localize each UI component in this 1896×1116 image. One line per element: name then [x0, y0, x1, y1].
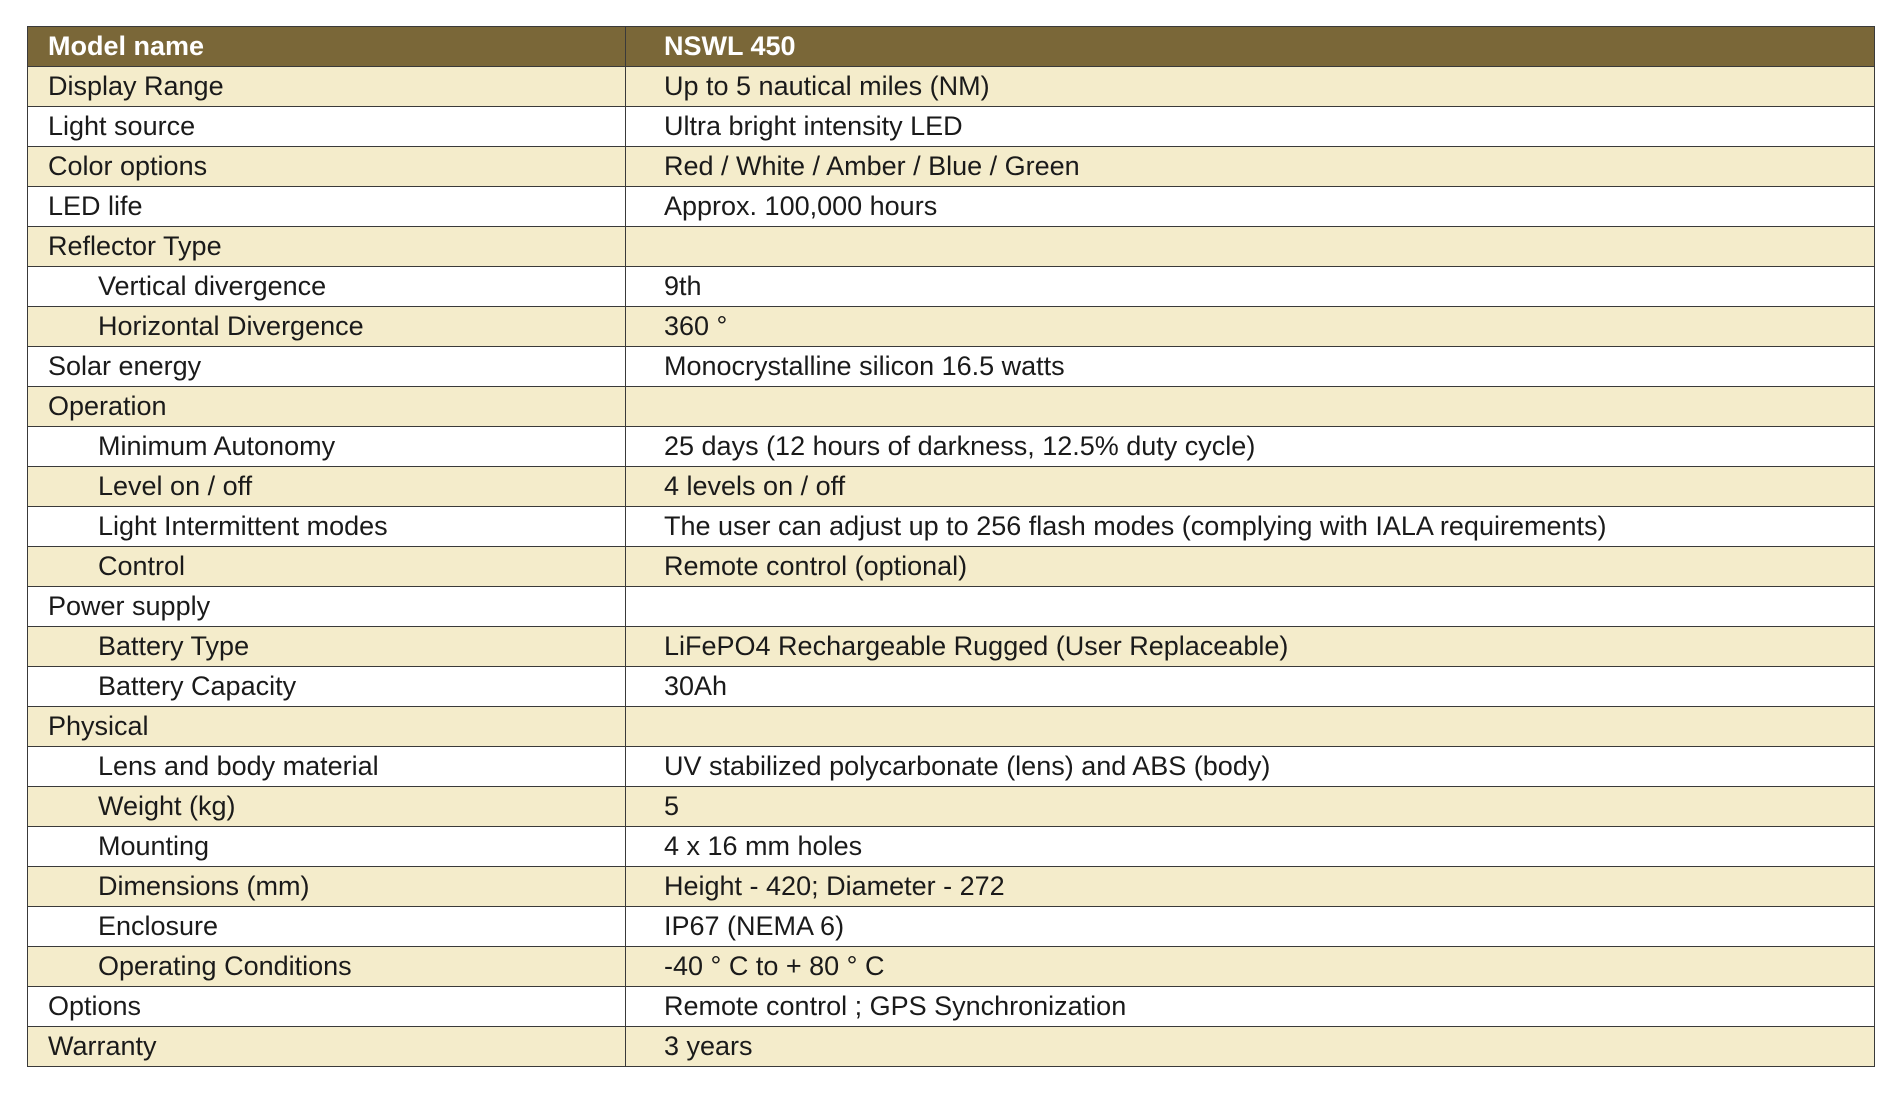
row-label: Color options	[28, 147, 626, 187]
row-value: Up to 5 nautical miles (NM)	[626, 67, 1875, 107]
table-row	[28, 627, 1875, 667]
table-row	[28, 707, 1875, 747]
table-row	[28, 307, 1875, 347]
table-row	[28, 1027, 1875, 1067]
row-value: 25 days (12 hours of darkness, 12.5% duty cycle)	[626, 427, 1875, 467]
row-label: Operating Conditions	[28, 947, 626, 987]
row-value: 360 °	[626, 307, 1875, 347]
row-value: Ultra bright intensity LED	[626, 107, 1875, 147]
row-value: Red / White / Amber / Blue / Green	[626, 147, 1875, 187]
row-value: Approx. 100,000 hours	[626, 187, 1875, 227]
row-label: Horizontal Divergence	[28, 307, 626, 347]
row-label: Dimensions (mm)	[28, 867, 626, 907]
table-row	[28, 107, 1875, 147]
table-row	[28, 747, 1875, 787]
row-label: Weight (kg)	[28, 787, 626, 827]
table-row	[28, 547, 1875, 587]
table-row	[28, 67, 1875, 107]
table-header-row	[28, 27, 1875, 67]
row-value: 9th	[626, 267, 1875, 307]
row-label: Minimum Autonomy	[28, 427, 626, 467]
row-label: Light source	[28, 107, 626, 147]
row-value: -40 ° C to + 80 ° C	[626, 947, 1875, 987]
table-row	[28, 387, 1875, 427]
row-value: 4 x 16 mm holes	[626, 827, 1875, 867]
row-value: IP67 (NEMA 6)	[626, 907, 1875, 947]
row-label: Options	[28, 987, 626, 1027]
row-label: Operation	[28, 387, 626, 427]
row-value: UV stabilized polycarbonate (lens) and ABS (body)	[626, 747, 1875, 787]
row-label: Mounting	[28, 827, 626, 867]
table-row	[28, 867, 1875, 907]
table-row	[28, 427, 1875, 467]
row-label: Enclosure	[28, 907, 626, 947]
table-row	[28, 947, 1875, 987]
table-row	[28, 227, 1875, 267]
row-label: Display Range	[28, 67, 626, 107]
row-label: Physical	[28, 707, 626, 747]
table-row	[28, 587, 1875, 627]
table-row	[28, 467, 1875, 507]
header-value: NSWL 450	[626, 27, 1875, 67]
row-value	[626, 387, 1875, 427]
row-label: Solar energy	[28, 347, 626, 387]
table-row	[28, 267, 1875, 307]
row-label: LED life	[28, 187, 626, 227]
row-label: Level on / off	[28, 467, 626, 507]
row-value: Remote control ; GPS Synchronization	[626, 987, 1875, 1027]
table-row	[28, 787, 1875, 827]
row-value: Monocrystalline silicon 16.5 watts	[626, 347, 1875, 387]
row-label: Reflector Type	[28, 227, 626, 267]
row-value: 4 levels on / off	[626, 467, 1875, 507]
row-label: Control	[28, 547, 626, 587]
row-value: 3 years	[626, 1027, 1875, 1067]
row-value	[626, 707, 1875, 747]
table-row	[28, 907, 1875, 947]
row-label: Power supply	[28, 587, 626, 627]
row-value: The user can adjust up to 256 flash modes (complying with IALA requirements)	[626, 507, 1875, 547]
row-value: Height - 420; Diameter - 272	[626, 867, 1875, 907]
table-row	[28, 507, 1875, 547]
table-row	[28, 147, 1875, 187]
row-label: Battery Capacity	[28, 667, 626, 707]
row-value: Remote control (optional)	[626, 547, 1875, 587]
header-label: Model name	[28, 27, 626, 67]
row-value	[626, 587, 1875, 627]
row-label: Vertical divergence	[28, 267, 626, 307]
row-value: 5	[626, 787, 1875, 827]
table-row	[28, 827, 1875, 867]
row-label: Battery Type	[28, 627, 626, 667]
row-value: LiFePO4 Rechargeable Rugged (User Replaceable)	[626, 627, 1875, 667]
table-row	[28, 347, 1875, 387]
spec-table	[27, 26, 1875, 1067]
table-row	[28, 987, 1875, 1027]
row-label: Light Intermittent modes	[28, 507, 626, 547]
table-row	[28, 187, 1875, 227]
row-value	[626, 227, 1875, 267]
table-row	[28, 667, 1875, 707]
row-label: Lens and body material	[28, 747, 626, 787]
row-value: 30Ah	[626, 667, 1875, 707]
row-label: Warranty	[28, 1027, 626, 1067]
